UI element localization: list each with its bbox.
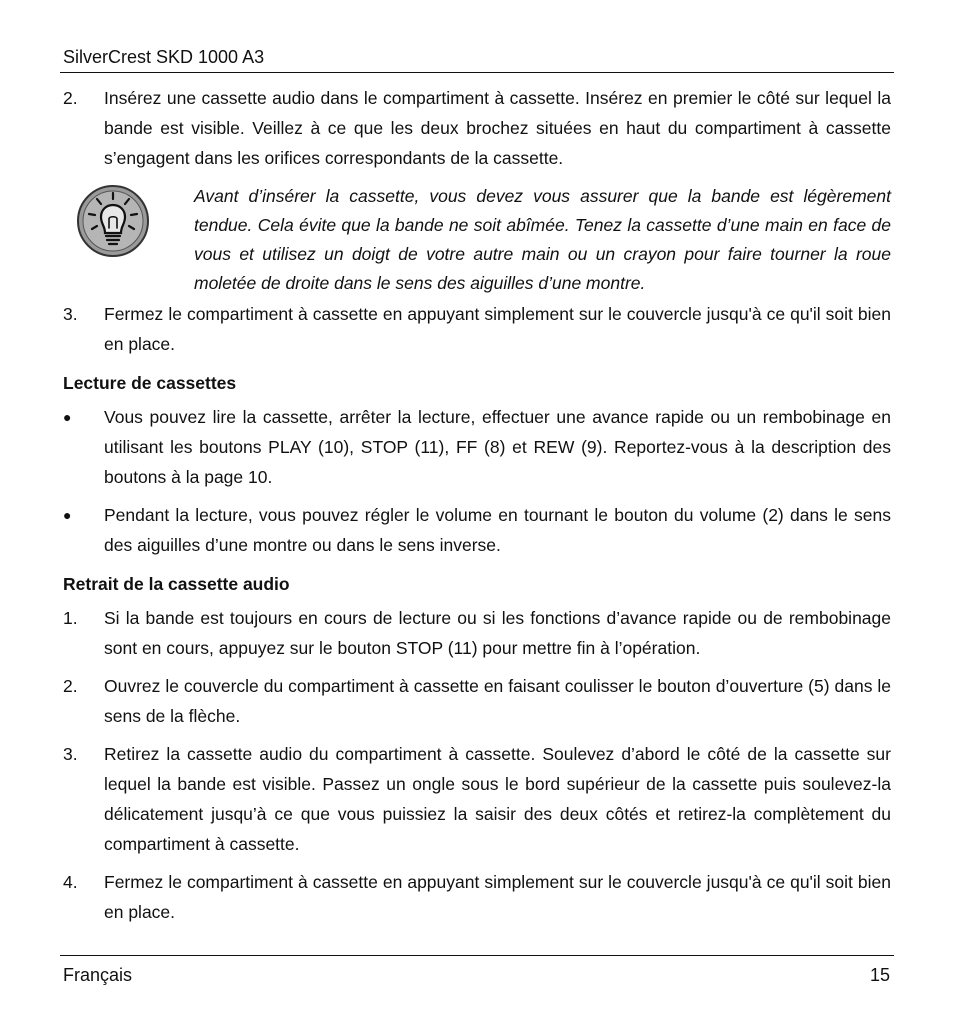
removal-step-3 [63, 739, 891, 859]
section-heading-playback: Lecture de cassettes [63, 373, 237, 393]
tip-text: Avant d’insérer la cassette, vous devez vous assurer que la bande est légèrement tendue. Cela évite que la bande ne soit abîmée. Tenez la cassette d’une main en face de vous et utilisez un doigt de votre autre main ou un crayon pour faire tourner la roue moletée de droite dans le sens des aiguilles d’une montre. [194, 186, 891, 293]
intro-step-2 [63, 83, 891, 173]
playback-bullet-1 [63, 402, 891, 492]
footer-rule [60, 955, 894, 956]
removal-step-2 [63, 671, 891, 731]
step-number: 1. [63, 608, 78, 628]
step-number: 2. [63, 676, 78, 696]
step-text: Insérez une cassette audio dans le compartiment à cassette. Insérez en premier le côté sur lequel la bande est visible. Veillez à ce que les deux brochez situées en haut du compartiment à cassette s’engagent dans les orifices correspondants de la cassette. [104, 88, 891, 168]
footer-language: Français [63, 965, 133, 985]
section-heading-removal: Retrait de la cassette audio [63, 574, 290, 594]
header-rule [60, 72, 894, 73]
step-text: Si la bande est toujours en cours de lecture ou si les fonctions d’avance rapide ou de rembobinage sont en cours, appuyez sur le bouton STOP (11) pour mettre fin à l’opération. [104, 608, 891, 658]
step-number: 3. [63, 744, 78, 764]
bullet-marker: ● [63, 507, 72, 523]
playback-bullet-2 [63, 500, 891, 560]
removal-step-1 [63, 603, 891, 663]
bullet-text: Vous pouvez lire la cassette, arrêter la lecture, effectuer une avance rapide ou un rembobinage en utilisant les boutons PLAY (10), STOP (11), FF (8) et REW (9). Reportez-vous à la description des boutons à la page 10. [104, 407, 891, 487]
step-number: 2. [63, 88, 78, 108]
step-text: Retirez la cassette audio du compartiment à cassette. Soulevez d’abord le côté de la cassette sur lequel la bande est visible. Passez un ongle sous le bord supérieur de la cassette puis soulevez-la délicatement jusqu’à ce que vous puissiez la saisir des deux côtés et retirez-la complètement du compartiment à cassette. [104, 744, 891, 854]
lightbulb-icon [76, 184, 150, 258]
step-number: 4. [63, 872, 78, 892]
bullet-text: Pendant la lecture, vous pouvez régler le volume en tournant le bouton du volume (2) dans le sens des aiguilles d’une montre ou dans le sens inverse. [104, 505, 891, 555]
page-number: 15 [869, 965, 890, 985]
bullet-marker: ● [63, 409, 72, 425]
step-text: Fermez le compartiment à cassette en appuyant simplement sur le couvercle jusqu'à ce qu'il soit bien en place. [104, 304, 891, 354]
step-text: Fermez le compartiment à cassette en appuyant simplement sur le couvercle jusqu'à ce qu'il soit bien en place. [104, 872, 891, 922]
removal-step-4 [63, 867, 891, 927]
step-3 [63, 299, 891, 359]
step-text: Ouvrez le couvercle du compartiment à cassette en faisant coulisser le bouton d’ouverture (5) dans le sens de la flèche. [104, 676, 891, 726]
step-number: 3. [63, 304, 78, 324]
header-title: SilverCrest SKD 1000 A3 [63, 47, 265, 67]
